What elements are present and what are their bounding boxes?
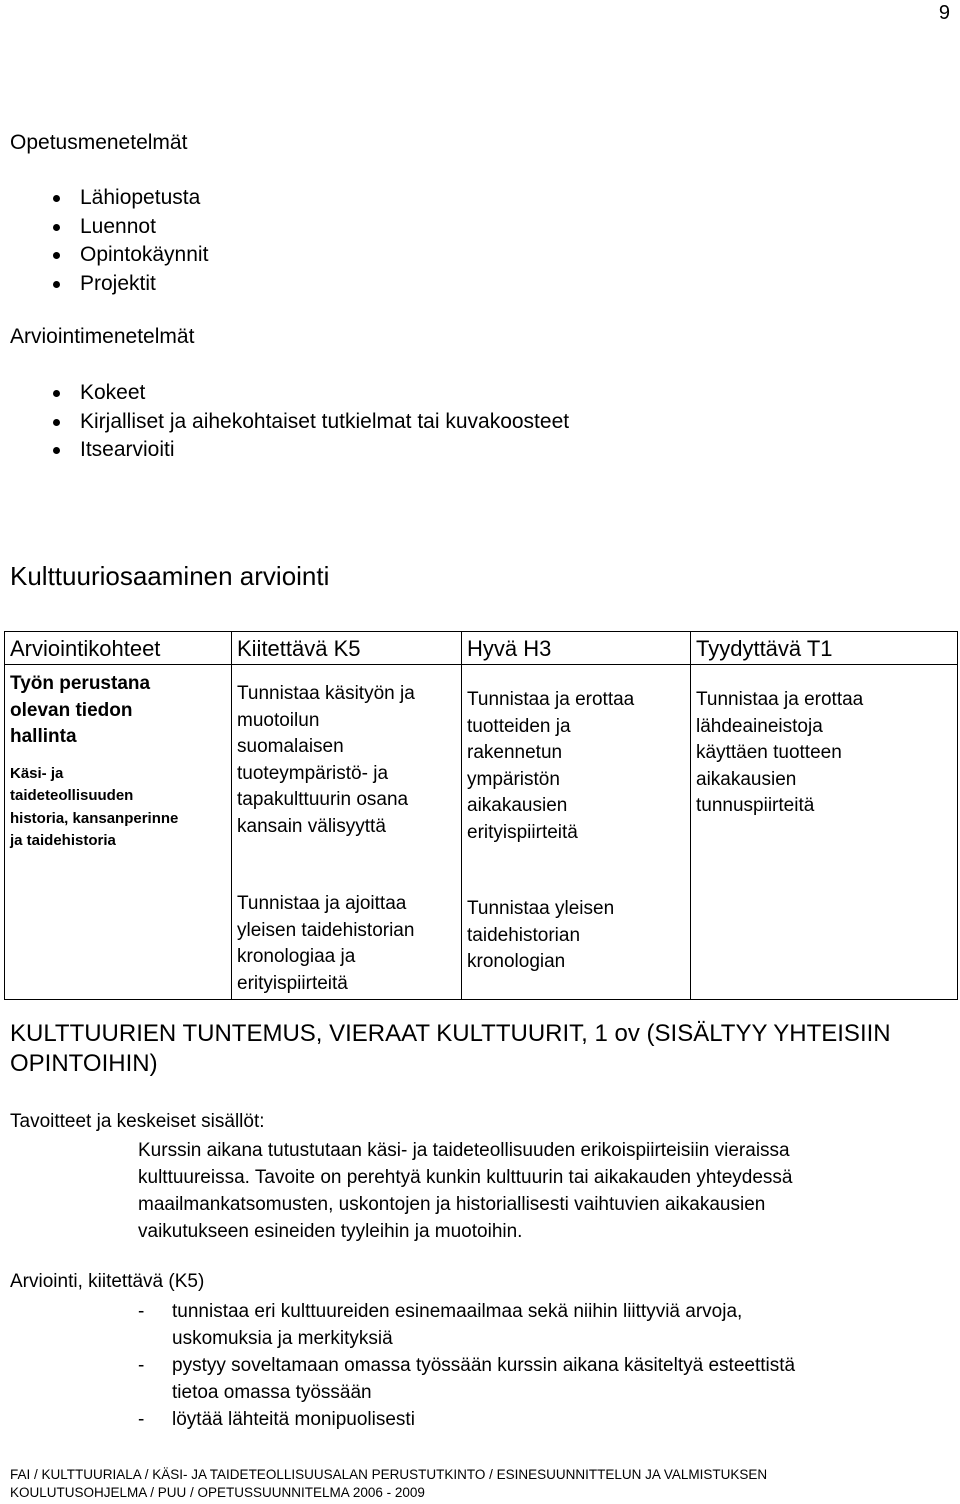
culture-assessment-title: Kulttuuriosaaminen arviointi	[10, 561, 330, 591]
assessment-methods-heading: Arviointimenetelmät	[10, 325, 195, 348]
table-cell	[462, 891, 691, 1000]
culture-assessment-table	[4, 631, 958, 1000]
course-heading: KULTTUURIEN TUNTEMUS, VIERAAT KULTTUURIT, 1 ov (SISÄLTYY YHTEISIIN OPINTOIHIN)	[10, 1020, 891, 1077]
header-excellent: Kiitettävä K5	[232, 632, 462, 665]
grading-list	[134, 1298, 954, 1433]
cell-text: Tunnistaa yleisen taidehistorian kronologian	[467, 898, 615, 972]
criterion-subtitle: Käsi- ja taideteollisuuden historia, kansanperinne ja taidehistoria	[10, 764, 179, 849]
list-item: Itsearvioiti	[10, 436, 569, 465]
table-row	[5, 665, 958, 892]
table-cell	[462, 665, 691, 892]
list-item: Kokeet	[10, 379, 569, 408]
list-item: - tunnistaa eri kulttuureiden esinemaailmaa sekä niihin liittyviä arvoja, uskomuksia ja merkityksiä	[134, 1298, 954, 1352]
criterion-cell	[5, 665, 232, 1000]
page-number: 9	[938, 2, 950, 24]
page-footer: FAI / KULTTUURIALA / KÄSI- JA TAIDETEOLLISUUSALAN PERUSTUTKINTO / ESINESUUNNITTELUN JA VALMISTUKSEN KOULUTUSOHJELMA / PUU / OPETUSSUUNNITELMA 2006 - 2009	[10, 1467, 768, 1500]
table-cell	[232, 665, 462, 892]
header-satisfactory: Tyydyttävä T1	[691, 632, 958, 665]
list-item: Opintokäynnit	[10, 241, 208, 270]
header-criteria: Arviointikohteet	[5, 632, 232, 665]
list-item: Kirjalliset ja aihekohtaiset tutkielmat tai kuvakoosteet	[10, 408, 569, 437]
table-cell	[691, 891, 958, 1000]
assessment-methods-list	[10, 379, 569, 465]
table-header-row	[5, 632, 958, 665]
list-item: Lähiopetusta	[10, 184, 208, 213]
cell-text: Tunnistaa ja erottaa tuotteiden ja rakennetun ympäristön aikakausien erityispiirteitä	[467, 689, 635, 843]
teaching-methods-list	[10, 184, 208, 298]
list-item: Projektit	[10, 270, 208, 299]
header-good: Hyvä H3	[462, 632, 691, 665]
list-item: Luennot	[10, 213, 208, 242]
cell-text: Tunnistaa käsityön ja muotoilun suomalaisen tuoteympäristö- ja tapakulttuurin osana kansain välisyyttä	[237, 683, 415, 837]
table-cell	[691, 665, 958, 892]
cell-text: Tunnistaa ja erottaa lähdeaineistoja käyttäen tuotteen aikakausien tunnuspiirteitä	[696, 689, 864, 816]
criterion-title: Työn perustana olevan tiedon hallinta	[10, 673, 151, 747]
grading-label: Arviointi, kiitettävä (K5)	[10, 1271, 205, 1292]
goals-label: Tavoitteet ja keskeiset sisällöt:	[10, 1111, 265, 1132]
list-item: - löytää lähteitä monipuolisesti	[134, 1406, 954, 1433]
list-item: - pystyy soveltamaan omassa työssään kurssin aikana käsiteltyä esteettistä tietoa omassa työssään	[134, 1352, 954, 1406]
cell-text: Tunnistaa ja ajoittaa yleisen taidehistorian kronologiaa ja erityispiirteitä	[237, 893, 415, 994]
table-cell	[232, 891, 462, 1000]
teaching-methods-heading: Opetusmenetelmät	[10, 131, 188, 154]
goals-text: Kurssin aikana tutustutaan käsi- ja taideteollisuuden erikoispiirteisiin vieraissa kulttuureissa. Tavoite on perehtyä kunkin kulttuurin tai aikakauden yhteydessä maailmankatsomusten, uskontojen ja historiallisesti vaihtuvien aikakausien vaikutukseen esineiden tyyleihin ja muotoihin.	[138, 1140, 793, 1242]
